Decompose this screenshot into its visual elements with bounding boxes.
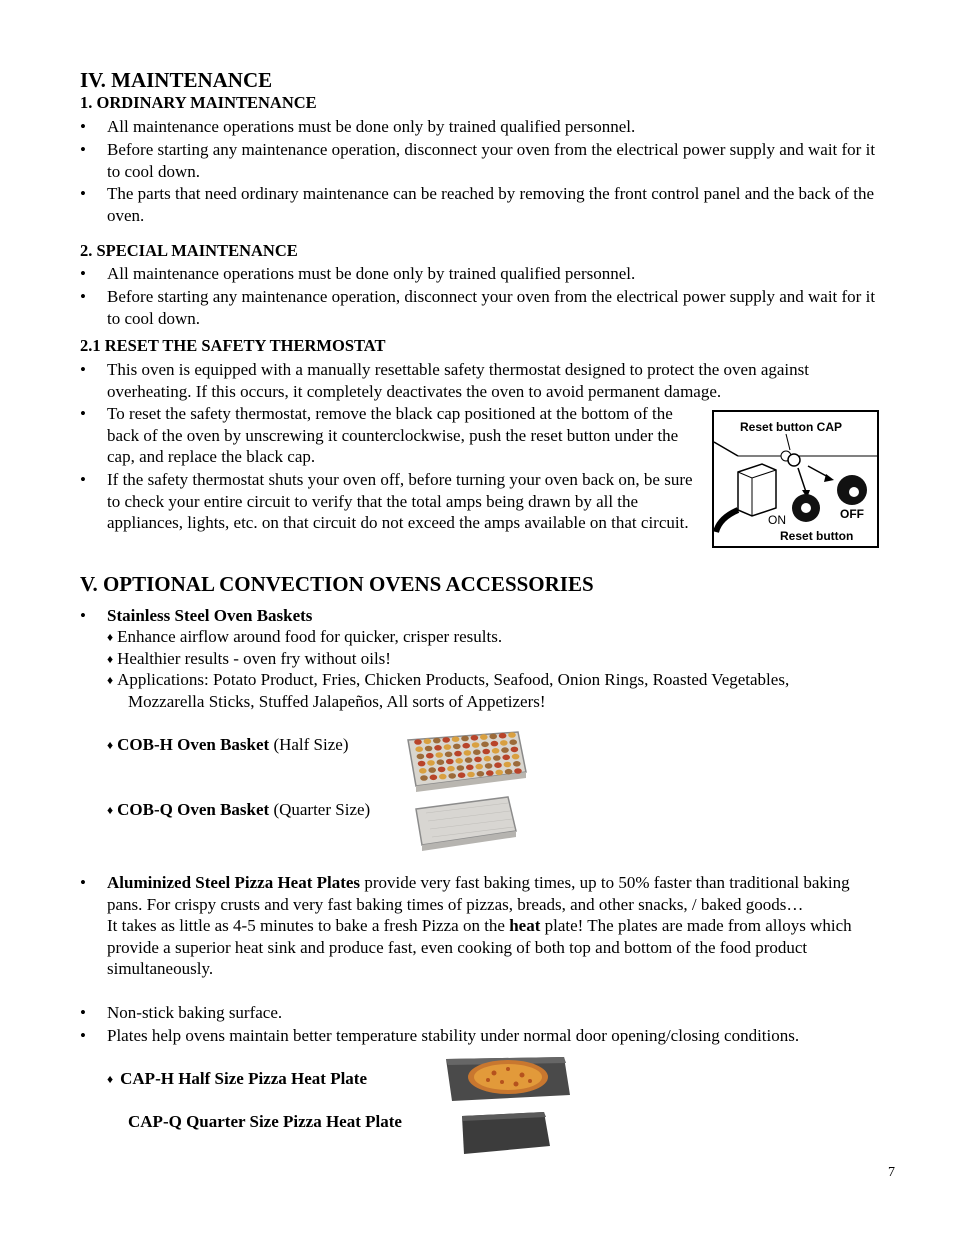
bullet-text: Non-stick baking surface. (107, 1003, 283, 1022)
bullet-icon: • (80, 360, 86, 379)
plain-plate-image (460, 1110, 552, 1156)
product-name: COB-Q Oven Basket (117, 800, 270, 819)
food-item (466, 765, 474, 771)
sub-list-item (107, 669, 887, 693)
sub-list-item (107, 626, 887, 650)
food-item (438, 767, 446, 773)
food-item (452, 736, 460, 742)
diagram-off-label: OFF (840, 507, 864, 521)
bullet-icon: • (80, 873, 86, 892)
food-item (446, 759, 454, 765)
sub-list-item (107, 648, 887, 672)
food-item (457, 765, 465, 771)
diamond-icon: ♦ (107, 673, 114, 687)
food-item (442, 737, 450, 743)
food-item (485, 763, 493, 769)
food-item (467, 772, 475, 778)
plates-para-text: plate! The plates are made from alloys which provide a superior heat sink and produce fast, even cooking of both top and bottom of the food product simultaneously. (107, 916, 852, 978)
bullet-text: Plates help ovens maintain better temperature stability under normal door opening/closing conditions. (107, 1026, 800, 1045)
food-item (435, 752, 443, 758)
food-item (461, 736, 469, 742)
food-item (420, 775, 428, 781)
plates-para-text: It takes as little as 4-5 minutes to bake a fresh Pizza on the (107, 916, 510, 935)
food-item (481, 742, 489, 748)
food-item (486, 770, 494, 776)
sub-point-text: Healthier results - oven fry without oils! (117, 649, 391, 668)
food-item (511, 747, 519, 753)
diamond-icon: ♦ (107, 738, 114, 752)
food-item (444, 744, 452, 750)
section-title-accessories: V. OPTIONAL CONVECTION OVENS ACCESSORIES (80, 572, 594, 596)
product-size: (Quarter Size) (273, 800, 371, 819)
section-title-maintenance: IV. MAINTENANCE (80, 68, 273, 92)
diagram-reset-label: Reset button (780, 529, 854, 543)
bullet-text: This oven is equipped with a manually resettable safety thermostat designed to protect the oven against overheating. If this occurs, it completely deactivates the oven to avoid permanent damage. (107, 360, 809, 401)
sub-point-continuation: Mozzarella Sticks, Stuffed Jalapeños, All sorts of Appetizers! (128, 692, 546, 711)
bullet-icon: • (80, 287, 86, 306)
baskets-heading: Stainless Steel Oven Baskets (107, 606, 313, 625)
list-item (80, 1025, 890, 1047)
food-item (418, 761, 426, 767)
bullet-icon: • (80, 1003, 86, 1022)
pizza-plate-image (444, 1055, 572, 1103)
product-size: (Half Size) (273, 735, 349, 754)
food-item (513, 761, 521, 767)
food-item (480, 734, 488, 740)
food-item (475, 764, 483, 770)
food-item (499, 733, 507, 739)
bullet-text: Before starting any maintenance operation, disconnect your oven from the electrical power supply and wait for it to cool down. (107, 287, 876, 328)
plates-heading: Aluminized Steel Pizza Heat Plates (107, 873, 361, 892)
food-item (495, 770, 503, 776)
pizza-plate-icon (444, 1055, 572, 1103)
food-item (417, 754, 425, 760)
food-item (500, 740, 508, 746)
food-item (512, 754, 520, 760)
food-item (414, 739, 422, 745)
food-item (430, 775, 438, 781)
food-item (502, 755, 510, 761)
food-item (447, 766, 455, 772)
diamond-icon: ♦ (107, 803, 114, 817)
bullet-text: To reset the safety thermostat, remove the black cap positioned at the bottom of the back of the oven by unscrewing it counterclockwise, push the reset button under the cap, and replace the black cap. (107, 404, 679, 466)
food-item (437, 759, 445, 765)
empty-basket-icon (412, 793, 518, 851)
list-item (80, 469, 705, 534)
plates-intro: provide very fast baking times, up to 50% faster than traditional baking pans. For crispy crusts and very fast baking times of pizzas, breads, and other snacks, / baked goods… (107, 873, 850, 914)
food-item (415, 746, 423, 752)
plain-plate-icon (460, 1110, 552, 1156)
food-item (419, 768, 427, 774)
food-item (508, 732, 516, 738)
list-item (80, 1002, 880, 1024)
product-cob-h (107, 734, 349, 758)
heading-reset-thermostat: 2.1 RESET THE SAFETY THERMOSTAT (80, 336, 386, 355)
product-cob-q (107, 799, 370, 823)
diamond-icon: ♦ (107, 630, 114, 644)
diamond-icon: ♦ (107, 652, 114, 666)
food-item (465, 757, 473, 763)
page-number: 7 (888, 1165, 895, 1180)
food-item (484, 756, 492, 762)
food-item (458, 772, 466, 778)
food-item (501, 747, 509, 753)
reset-button-diagram (712, 410, 879, 548)
food-item (472, 742, 480, 748)
food-item (433, 738, 441, 744)
basket-image-quarter (412, 793, 518, 851)
food-item (494, 762, 502, 768)
bullet-icon: • (80, 404, 86, 423)
sub-point-text: Applications: Potato Product, Fries, Chicken Products, Seafood, Onion Rings, Roasted Vegetables, (117, 670, 790, 689)
product-name: COB-H Oven Basket (117, 735, 270, 754)
food-item (514, 768, 522, 774)
bullet-icon: • (80, 1026, 86, 1045)
bullet-text: The parts that need ordinary maintenance can be reached by removing the front control panel and the back of the oven. (107, 184, 875, 225)
bullet-icon: • (80, 470, 86, 489)
sub-point-text: Enhance airflow around food for quicker, crisper results. (117, 627, 503, 646)
basket-with-food-icon (404, 728, 528, 792)
food-item (428, 767, 436, 773)
bullet-text: If the safety thermostat shuts your oven off, before turning your oven back on, be sure to check your entire circuit to verify that the total amps being drawn by all the appliances, lights, etc. on that circuit do not exceed the amps available on that circuit. (107, 470, 693, 532)
food-item (482, 749, 490, 755)
bullet-icon: • (80, 184, 86, 203)
diagram-cap-label: Reset button CAP (740, 420, 842, 434)
product-cap-q (128, 1111, 402, 1133)
food-item (424, 739, 432, 745)
food-item (493, 755, 501, 761)
food-item (473, 749, 481, 755)
food-item (455, 758, 463, 764)
product-name: CAP-Q Quarter Size Pizza Heat Plate (128, 1112, 402, 1131)
bullet-text: Before starting any maintenance operation, disconnect your oven from the electrical power supply and wait for it to cool down. (107, 140, 876, 181)
food-item (504, 762, 512, 768)
bullet-icon: • (80, 606, 86, 625)
food-item (474, 757, 482, 763)
food-item (425, 746, 433, 752)
heading-special-maintenance: 2. SPECIAL MAINTENANCE (80, 241, 298, 260)
food-item (445, 752, 453, 758)
food-item (464, 750, 472, 756)
product-cap-h (107, 1068, 367, 1092)
food-item (477, 771, 485, 777)
food-item (426, 753, 434, 759)
bullet-icon: • (80, 117, 86, 136)
food-item (427, 760, 435, 766)
food-item (505, 769, 513, 775)
food-item (462, 743, 470, 749)
diamond-icon: ♦ (107, 1072, 114, 1086)
list-item (80, 263, 880, 285)
food-item (448, 773, 456, 779)
food-item (489, 734, 497, 740)
bullet-icon: • (80, 140, 86, 159)
food-item (439, 774, 447, 780)
diagram-on-label: ON (768, 513, 786, 527)
food-item (491, 741, 499, 747)
product-name: CAP-H Half Size Pizza Heat Plate (120, 1069, 368, 1088)
food-item (492, 748, 500, 754)
food-item (454, 751, 462, 757)
food-item (509, 739, 517, 745)
food-item (453, 744, 461, 750)
list-item (80, 116, 880, 138)
list-item (80, 403, 680, 468)
thermostat-diagram-icon (714, 412, 877, 546)
heading-ordinary-maintenance: 1. ORDINARY MAINTENANCE (80, 93, 317, 112)
list-item (80, 139, 880, 182)
food-item (471, 735, 479, 741)
bullet-icon: • (80, 264, 86, 283)
list-item (80, 286, 880, 329)
list-item (80, 183, 880, 226)
bullet-text: All maintenance operations must be done only by trained qualified personnel. (107, 117, 636, 136)
list-item (80, 872, 875, 980)
food-item (434, 745, 442, 751)
list-item (80, 605, 880, 627)
plates-para-bold: heat (509, 916, 541, 935)
basket-image-half (404, 728, 528, 792)
list-item (80, 359, 880, 402)
bullet-text: All maintenance operations must be done only by trained qualified personnel. (107, 264, 636, 283)
